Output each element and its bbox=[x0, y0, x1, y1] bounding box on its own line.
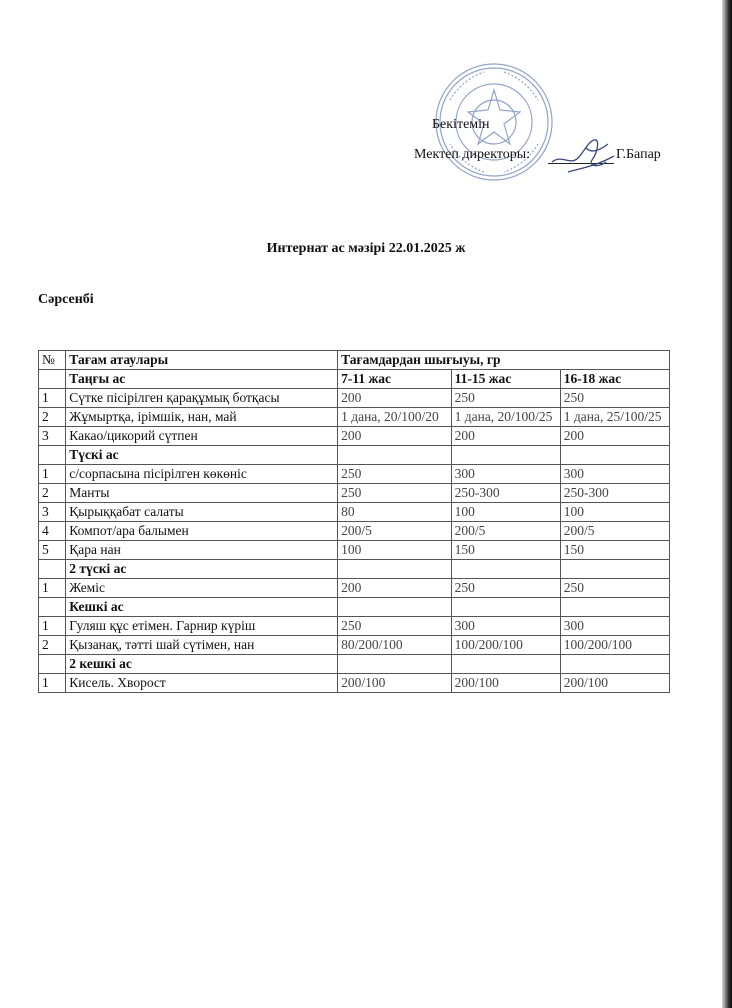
table-row bbox=[39, 389, 670, 408]
meal-row bbox=[39, 446, 670, 465]
item-no: 1 bbox=[39, 465, 66, 484]
item-name: Гуляш құс етімен. Гарнир күріш bbox=[66, 617, 338, 636]
meal-no-cell bbox=[39, 598, 66, 617]
item-no: 5 bbox=[39, 541, 66, 560]
empty-cell bbox=[451, 655, 560, 674]
weekday-label: Сәрсенбі bbox=[38, 292, 94, 307]
item-name: Қара нан bbox=[66, 541, 338, 560]
table-row bbox=[39, 541, 670, 560]
empty-cell bbox=[560, 598, 669, 617]
item-name: Қырыққабат салаты bbox=[66, 503, 338, 522]
portion-value: 200/5 bbox=[338, 522, 452, 541]
meal-no-cell bbox=[39, 370, 66, 389]
empty-cell bbox=[451, 598, 560, 617]
portion-value: 200 bbox=[451, 427, 560, 446]
menu-table bbox=[38, 350, 670, 693]
header-name: Тағам атаулары bbox=[66, 351, 338, 370]
age-group-header: 11-15 жас bbox=[451, 370, 560, 389]
table-header-row bbox=[39, 351, 670, 370]
item-no: 2 bbox=[39, 408, 66, 427]
portion-value: 100 bbox=[338, 541, 452, 560]
header-portion: Тағамдардан шығыуы, гр bbox=[338, 351, 670, 370]
portion-value: 300 bbox=[560, 617, 669, 636]
signature-icon bbox=[548, 132, 620, 178]
table-row bbox=[39, 465, 670, 484]
meal-name: Кешкі ас bbox=[66, 598, 338, 617]
portion-value: 150 bbox=[451, 541, 560, 560]
meal-row bbox=[39, 598, 670, 617]
item-no: 3 bbox=[39, 427, 66, 446]
meal-no-cell bbox=[39, 446, 66, 465]
portion-value: 150 bbox=[560, 541, 669, 560]
item-name: Қызанақ, тәтті шай сүтімен, нан bbox=[66, 636, 338, 655]
portion-value: 250-300 bbox=[560, 484, 669, 503]
portion-value: 80 bbox=[338, 503, 452, 522]
portion-value: 100 bbox=[451, 503, 560, 522]
item-name: Манты bbox=[66, 484, 338, 503]
portion-value: 200 bbox=[560, 427, 669, 446]
portion-value: 250 bbox=[560, 579, 669, 598]
portion-value: 200/100 bbox=[560, 674, 669, 693]
empty-cell bbox=[338, 446, 452, 465]
meal-no-cell bbox=[39, 655, 66, 674]
item-name: Какао/цикорий сүтпен bbox=[66, 427, 338, 446]
table-row bbox=[39, 579, 670, 598]
table-row bbox=[39, 636, 670, 655]
item-no: 1 bbox=[39, 579, 66, 598]
meal-name: Түскі ас bbox=[66, 446, 338, 465]
meal-name: 2 кешкі ас bbox=[66, 655, 338, 674]
empty-cell bbox=[338, 598, 452, 617]
table-row bbox=[39, 408, 670, 427]
item-no: 2 bbox=[39, 484, 66, 503]
empty-cell bbox=[560, 655, 669, 674]
director-name: Г.Бапар bbox=[616, 147, 661, 162]
item-name: Кисель. Хворост bbox=[66, 674, 338, 693]
portion-value: 250 bbox=[560, 389, 669, 408]
empty-cell bbox=[451, 446, 560, 465]
portion-value: 100/200/100 bbox=[560, 636, 669, 655]
table-row bbox=[39, 617, 670, 636]
table-row bbox=[39, 484, 670, 503]
portion-value: 100/200/100 bbox=[451, 636, 560, 655]
item-name: Жеміс bbox=[66, 579, 338, 598]
item-no: 1 bbox=[39, 674, 66, 693]
portion-value: 250 bbox=[338, 465, 452, 484]
empty-cell bbox=[338, 560, 452, 579]
portion-value: 250 bbox=[451, 579, 560, 598]
meal-row bbox=[39, 560, 670, 579]
meal-row bbox=[39, 370, 670, 389]
item-name: Компот/ара балымен bbox=[66, 522, 338, 541]
portion-value: 80/200/100 bbox=[338, 636, 452, 655]
item-no: 4 bbox=[39, 522, 66, 541]
item-name: Сүтке пісірілген қарақұмық ботқасы bbox=[66, 389, 338, 408]
portion-value: 200/100 bbox=[338, 674, 452, 693]
portion-value: 300 bbox=[451, 465, 560, 484]
page-title: Интернат ас мәзірі 22.01.2025 ж bbox=[266, 241, 466, 256]
table-row bbox=[39, 427, 670, 446]
item-name: Жұмыртқа, ірімшік, нан, май bbox=[66, 408, 338, 427]
meal-name: Таңғы ас bbox=[66, 370, 338, 389]
portion-value: 100 bbox=[560, 503, 669, 522]
portion-value: 1 дана, 20/100/20 bbox=[338, 408, 452, 427]
item-no: 2 bbox=[39, 636, 66, 655]
portion-value: 200/5 bbox=[451, 522, 560, 541]
empty-cell bbox=[338, 655, 452, 674]
approval-block bbox=[0, 0, 732, 220]
header-no: № bbox=[39, 351, 66, 370]
item-name: с/сорпасына пісірілген көкөніс bbox=[66, 465, 338, 484]
portion-value: 300 bbox=[560, 465, 669, 484]
portion-value: 250-300 bbox=[451, 484, 560, 503]
portion-value: 250 bbox=[338, 484, 452, 503]
portion-value: 200 bbox=[338, 389, 452, 408]
portion-value: 200/100 bbox=[451, 674, 560, 693]
portion-value: 300 bbox=[451, 617, 560, 636]
table-row bbox=[39, 674, 670, 693]
meal-row bbox=[39, 655, 670, 674]
age-group-header: 16-18 жас bbox=[560, 370, 669, 389]
item-no: 3 bbox=[39, 503, 66, 522]
item-no: 1 bbox=[39, 617, 66, 636]
portion-value: 200 bbox=[338, 427, 452, 446]
empty-cell bbox=[560, 446, 669, 465]
empty-cell bbox=[451, 560, 560, 579]
empty-cell bbox=[560, 560, 669, 579]
portion-value: 1 дана, 25/100/25 bbox=[560, 408, 669, 427]
approval-label: Бекітемін bbox=[432, 117, 490, 132]
portion-value: 1 дана, 20/100/25 bbox=[451, 408, 560, 427]
portion-value: 200/5 bbox=[560, 522, 669, 541]
table-row bbox=[39, 522, 670, 541]
portion-value: 200 bbox=[338, 579, 452, 598]
meal-name: 2 түскі ас bbox=[66, 560, 338, 579]
director-title: Мектеп директоры: bbox=[414, 147, 531, 162]
age-group-header: 7-11 жас bbox=[338, 370, 452, 389]
meal-no-cell bbox=[39, 560, 66, 579]
table-row bbox=[39, 503, 670, 522]
portion-value: 250 bbox=[451, 389, 560, 408]
item-no: 1 bbox=[39, 389, 66, 408]
portion-value: 250 bbox=[338, 617, 452, 636]
